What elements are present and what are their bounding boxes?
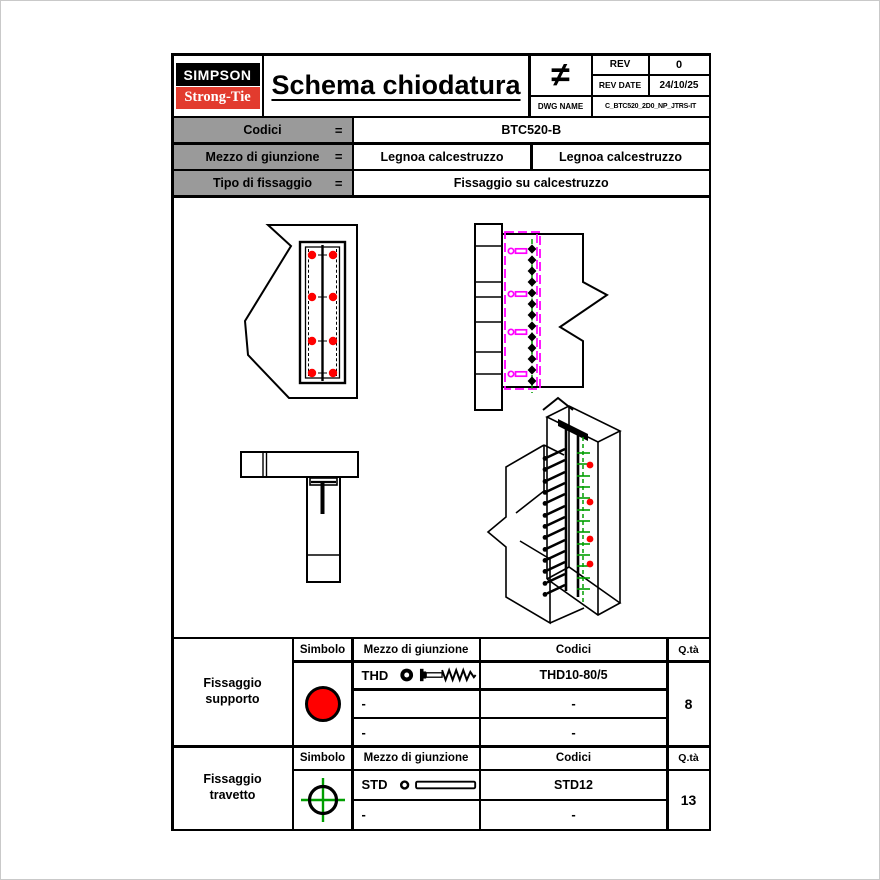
equals-sign: = — [334, 149, 343, 164]
not-equal-icon: ≠ — [531, 56, 591, 95]
codici-label: Codici — [243, 123, 282, 137]
logo-simpson: SIMPSON — [176, 63, 260, 86]
tipo-label: Tipo di fissaggio — [212, 176, 313, 190]
supporto-qty: 8 — [669, 663, 709, 746]
tipo-label-cell — [174, 171, 352, 195]
supporto-label: Fissaggio supporto — [174, 639, 292, 745]
dwg-name-value: C_BTC520_2D0_NP_JTRS-IT — [593, 97, 709, 116]
drawing-area — [174, 198, 709, 637]
supporto-table — [174, 639, 709, 745]
travetto-qty: 13 — [669, 771, 709, 829]
header-simbolo: Simbolo — [294, 639, 351, 660]
header-mezzo: Mezzo di giunzione — [354, 639, 479, 660]
page-title: Schema chiodatura — [271, 70, 521, 100]
logo — [174, 56, 262, 116]
spec-table — [174, 118, 709, 195]
supporto-row-2-mezzo: - — [354, 691, 479, 717]
beam-break-outline — [502, 234, 607, 387]
travetto-row-1-mezzo — [354, 771, 479, 799]
screw-markers-3d — [586, 461, 593, 567]
supporto-row-3-mezzo: - — [354, 719, 479, 745]
header-codici: Codici — [481, 639, 666, 660]
supporto-row-2-code: - — [481, 691, 666, 717]
codici-value: BTC520-B — [354, 118, 709, 142]
supporto-row-3-code: - — [481, 719, 666, 745]
travetto-label: Fissaggio travetto — [174, 748, 292, 829]
top-section-view-drawing — [235, 449, 370, 584]
travetto-row-2-code: - — [481, 801, 666, 829]
side-view-drawing — [460, 219, 652, 413]
mezzo-label-cell — [174, 145, 352, 169]
supporto-row-1-code: THD10-80/5 — [481, 663, 666, 689]
drawing-sheet — [171, 53, 711, 831]
mezzo-value-right: Legnoa calcestruzzo — [533, 145, 709, 169]
header-qta: Q.tà — [669, 639, 709, 660]
supporto-row-1-mezzo — [354, 663, 479, 689]
codici-label-cell — [174, 118, 352, 142]
header-qta: Q.tà — [669, 748, 709, 769]
fastener-name: STD — [361, 777, 388, 793]
travetto-row-2-mezzo: - — [354, 801, 479, 829]
title-block — [174, 56, 709, 116]
washer-screw-icon — [397, 665, 478, 685]
header-codici: Codici — [481, 748, 666, 769]
front-view-drawing — [230, 224, 358, 400]
green-crosshair-icon — [297, 775, 349, 825]
travetto-table — [174, 748, 709, 829]
support-plan — [241, 452, 358, 477]
smooth-nail-icon — [397, 777, 479, 793]
header-mezzo: Mezzo di giunzione — [354, 748, 479, 769]
fastener-name: THD — [361, 667, 389, 683]
rev-date-value: 24/10/25 — [650, 76, 709, 95]
title-cell — [264, 56, 528, 116]
rev-date-label: REV DATE — [593, 76, 648, 95]
supporto-symbol-cell — [294, 663, 351, 746]
logo-strongtie: Strong-Tie — [176, 87, 260, 109]
isometric-view-drawing — [480, 401, 692, 644]
header-simbolo: Simbolo — [294, 748, 351, 769]
rev-label: REV — [593, 56, 648, 75]
tipo-value: Fissaggio su calcestruzzo — [354, 171, 709, 195]
mezzo-value-left: Legnoa calcestruzzo — [354, 145, 530, 169]
support-blocks — [475, 224, 502, 410]
travetto-row-1-code: STD12 — [481, 771, 666, 799]
rev-value: 0 — [650, 56, 709, 75]
mezzo-label: Mezzo di giunzione — [205, 149, 320, 164]
revision-table — [531, 56, 709, 116]
equals-sign: = — [334, 122, 343, 138]
travetto-symbol-cell — [294, 771, 351, 829]
dwg-name-label: DWG NAME — [531, 97, 591, 116]
red-circle-icon — [300, 681, 346, 727]
equals-sign: = — [334, 175, 343, 191]
